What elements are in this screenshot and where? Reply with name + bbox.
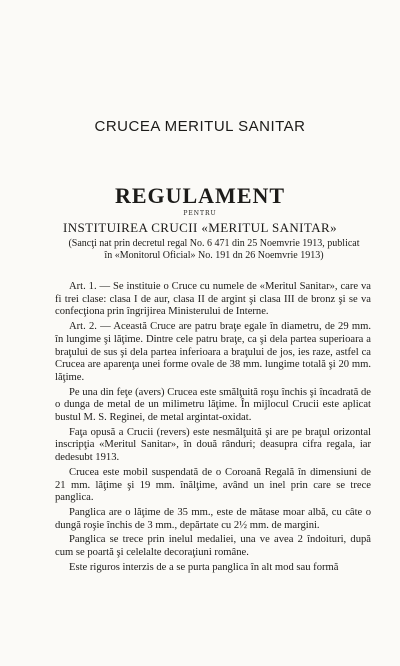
paragraph-art-2: Art. 2. — Această Cruce are patru braţe egale în diametru, de 29 mm. în lungime şi lăţime. Dintre cele patru braţe, ca şi dela partea superioara a braţului de sus şi dela partea inferioara a braţului de jos, ies raze, astfel ca Crucea are aparenţa unei forme ovale de 38 mm. lungime totală şi 20 mm. lăţime. (55, 321, 371, 383)
sanction-line-1: (Sancţi nat prin decretul regal No. 6 471 din 25 Noemvrie 1913, publicat (68, 238, 360, 249)
document-title: CRUCEA MERITUL SANITAR (94, 118, 306, 135)
institution-heading: INSTITUIREA CRUCII «MERITUL SANITAR» (63, 220, 337, 235)
paragraph-panglica: Panglica are o lăţime de 35 mm., este de mătase moar albă, cu câte o dungă roşie închis de 3 mm., depărtate cu 2½ mm. de margini. (55, 506, 371, 531)
paragraph-inel: Panglica se trece prin inelul medaliei, una ve avea 2 îndoituri, după cum se poartă şi celelalte decoraţiuni române. (55, 534, 371, 559)
sanction-note (44, 238, 384, 262)
paragraph-avers: Pe una din feţe (avers) Crucea este smălţuită roşu închis şi încadrată de o dunga de metal de un milimetru lăţime. În mijlocul Crucii este aplicat bustul M. S. Reginei, de metal argintat-oxidat. (55, 386, 371, 424)
regulament-heading: REGULAMENT (114, 183, 286, 208)
pentru-label: PENTRU (183, 210, 217, 217)
paragraph-coroana: Crucea este mobil suspendată de o Coroană Regală în dimensiuni de 21 mm. lăţime şi 19 mm. înălţime, având un inel prin care se trece panglica. (55, 466, 371, 504)
paragraph-revers: Faţa opusă a Crucii (revers) este nesmălţuită şi are pe braţul orizontal inscripţia «Meritul Sanitar», în două rânduri; deasupra cifra regala, iar dedesubt 1913. (55, 426, 371, 464)
paragraph-interdictie: Este riguros interzis de a se purta panglica în alt mod sau formă (69, 561, 339, 573)
paragraph-art-1: Art. 1. — Se instituie o Cruce cu numele de «Meritul Sanitar», care va fi trei clase: clasa I de aur, clasa II de argint şi clasa III de bronz şi se va confecţiona prin îngrijirea Ministerului de Interne. (55, 281, 371, 318)
sanction-line-2: în «Monitorul Oficial» No. 191 dn 26 Noemvrie 1913) (104, 250, 324, 261)
regulation-body (55, 281, 371, 576)
